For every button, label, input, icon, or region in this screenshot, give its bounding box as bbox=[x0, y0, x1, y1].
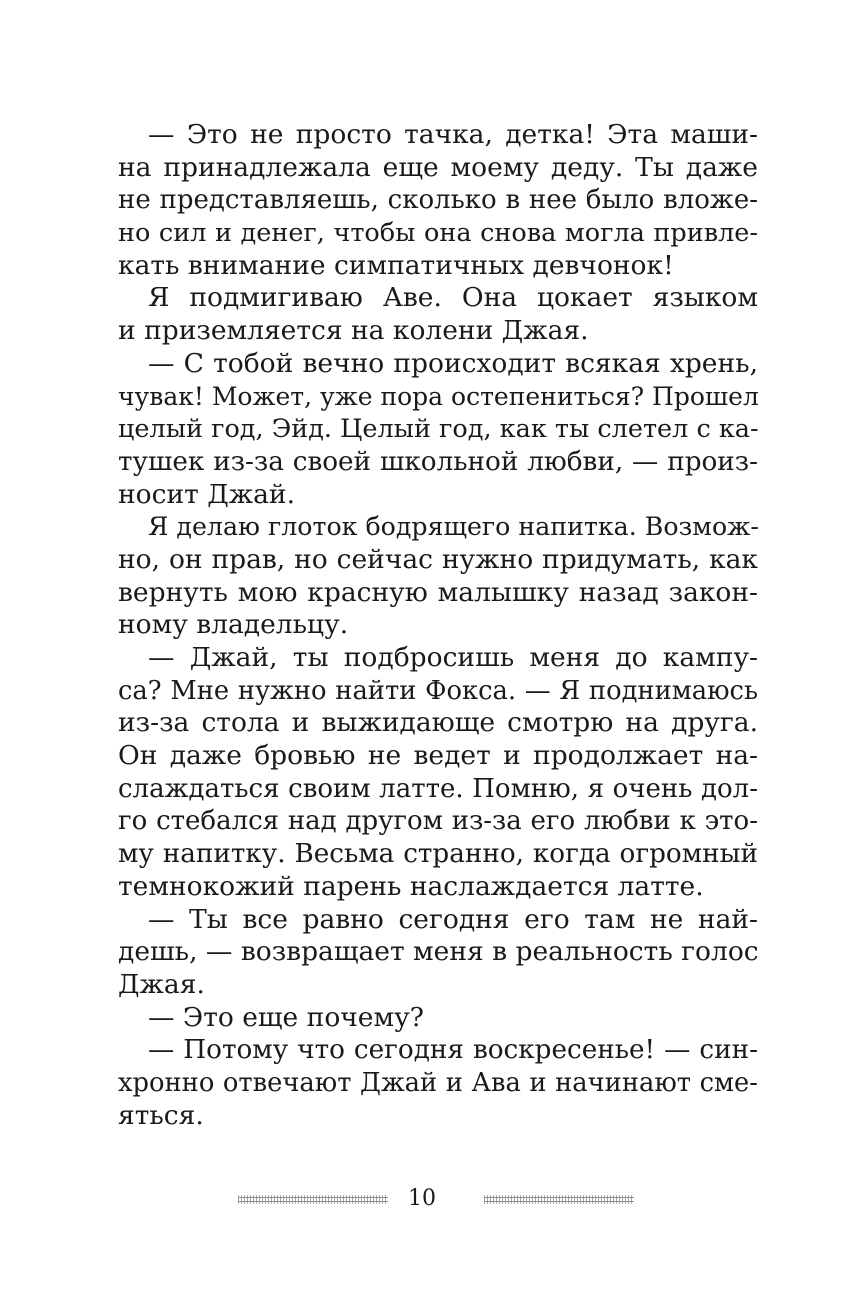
text-line: — Потому что сегодня воскресенье! — син- bbox=[148, 1035, 758, 1066]
text-line: целый год, Эйд. Целый год, как ты слетел с ка- bbox=[118, 414, 759, 445]
text-line: и приземляется на колени Джая. bbox=[118, 315, 589, 347]
text-line: го стебался над другом из-за его любви к это- bbox=[118, 806, 758, 837]
text-line: на принадлежала еще моему деду. Ты даже bbox=[118, 151, 758, 183]
text-line: темнокожий парень наслаждается латте. bbox=[118, 870, 704, 902]
body-text bbox=[118, 119, 758, 1132]
text-line: яться. bbox=[118, 1099, 204, 1131]
text-line: Я подмигиваю Аве. Она цокает языком bbox=[148, 282, 758, 314]
text-line: — Джай, ты подбросишь меня до кампу- bbox=[148, 642, 758, 673]
text-line: — Это еще почему? bbox=[148, 1001, 424, 1033]
text-line: му напитку. Весьма странно, когда огромный bbox=[118, 839, 758, 870]
text-line: дешь, — возвращает меня в реальность голос bbox=[118, 936, 759, 968]
text-line: но сил и денег, чтобы она снова могла привле- bbox=[118, 218, 758, 249]
footer-ornament-right bbox=[484, 1195, 634, 1204]
text-line: Джая. bbox=[118, 968, 205, 1000]
text-line: но, он прав, но сейчас нужно придумать, как bbox=[118, 543, 758, 575]
page-number: 10 bbox=[408, 1186, 436, 1211]
text-line: ному владельцу. bbox=[118, 609, 349, 641]
text-line: чувак! Может, уже пора остепениться? Прошел bbox=[118, 381, 759, 411]
text-line: Я делаю глоток бодрящего напитка. Возмож- bbox=[148, 512, 759, 542]
text-line: — С тобой вечно происходит всякая хрень, bbox=[148, 347, 758, 379]
text-line: — Это не просто тачка, детка! Эта маши- bbox=[148, 119, 758, 150]
text-line: — Ты все равно сегодня его там не най- bbox=[148, 903, 758, 935]
text-line: кать внимание симпатичных девчонок! bbox=[118, 249, 674, 281]
text-line: хронно отвечают Джай и Ава и начинают сме- bbox=[118, 1067, 758, 1098]
text-line: са? Мне нужно найти Фокса. — Я поднимаюсь bbox=[118, 675, 758, 706]
text-line: не представляешь, сколько в нее было вложе- bbox=[118, 185, 758, 216]
text-line: тушек из-за своей школьной любви, — произ- bbox=[118, 446, 758, 477]
text-line: вернуть мою красную малышку назад закон- bbox=[118, 576, 758, 608]
text-line: из-за стола и выжидающе смотрю на друга. bbox=[118, 707, 758, 739]
page-footer bbox=[0, 1186, 844, 1216]
text-line: слаждаться своим латте. Помню, я очень дол- bbox=[118, 773, 758, 804]
footer-ornament-left bbox=[238, 1195, 388, 1204]
text-line: Он даже бровью не ведет и продолжает на- bbox=[118, 740, 758, 772]
text-line: носит Джай. bbox=[118, 478, 296, 510]
